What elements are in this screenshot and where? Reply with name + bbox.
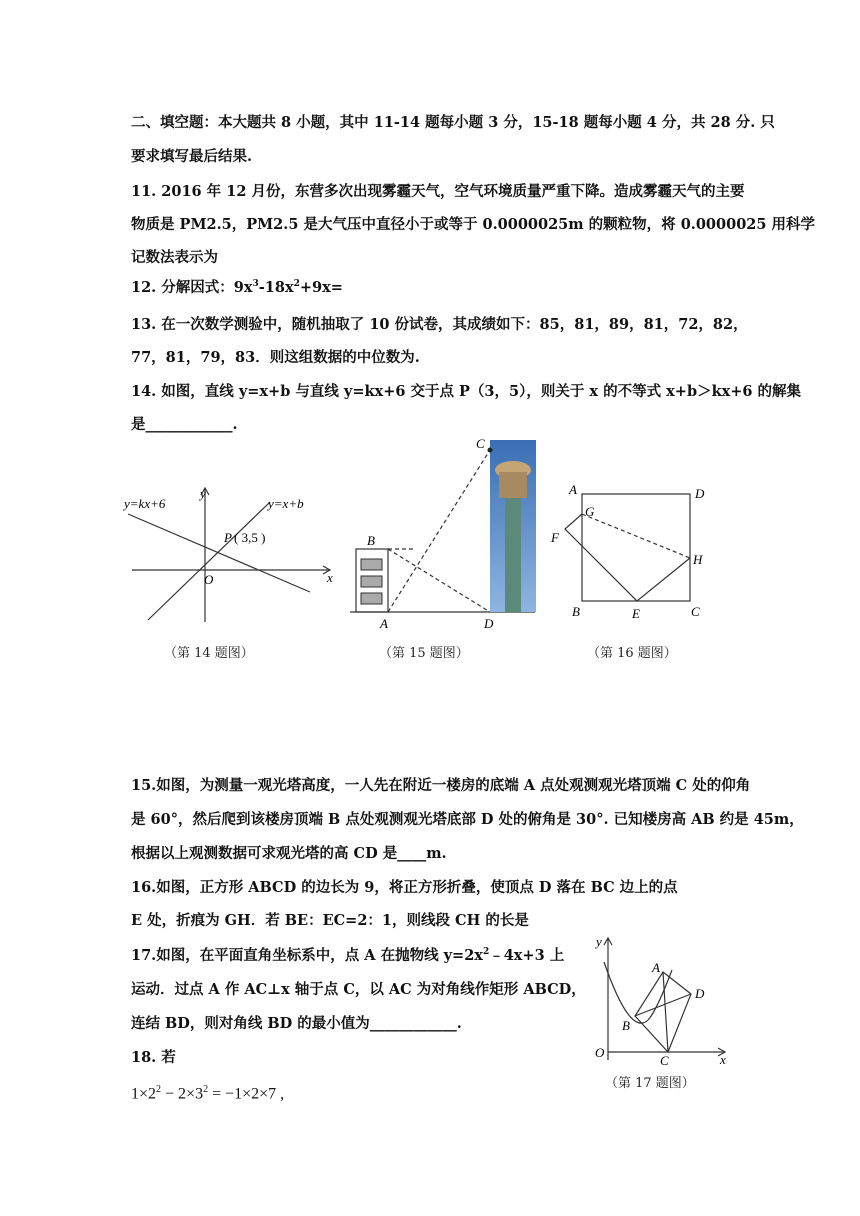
q11-line2: 物质是 PM2.5，PM2.5 是大气压中直径小于或等于 0.0000025m 的颗粒物，将 0.0000025 用科学: [131, 216, 816, 233]
f15-tower-head: [499, 472, 527, 498]
f15-point-c: [488, 448, 493, 453]
f16-square: [582, 494, 690, 601]
q18-formula-e2: 2: [203, 1084, 209, 1095]
q17-line3: 连结 BD，则对角线 BD 的最小值为____________.: [131, 1015, 462, 1032]
f14-label-x: x: [327, 570, 333, 585]
q12-exp1: 3: [252, 279, 259, 290]
f14-line-xb: [148, 502, 270, 620]
f15-window-2: [361, 576, 382, 587]
f16-label-f: F: [551, 530, 559, 545]
q12-prefix: 12. 分解因式：9x: [131, 279, 253, 296]
f16-label-h: H: [693, 552, 703, 567]
f14-caption: （第 14 题图）: [164, 646, 254, 661]
f14-label-y: y: [200, 486, 206, 501]
f16-caption: （第 16 题图）: [587, 646, 677, 661]
q15-line3: 根据以上观测数据可求观光塔的高 CD 是____m.: [131, 845, 447, 862]
f14-label-p: P: [224, 530, 232, 545]
f15-caption: （第 15 题图）: [379, 646, 469, 661]
q18-formula-a: 1×2: [131, 1085, 157, 1103]
q18-label: 18. 若: [131, 1049, 176, 1066]
f17-parabola: [604, 962, 672, 1023]
f17-label-c: C: [660, 1053, 669, 1067]
section-heading-line2: 要求填写最后结果.: [131, 148, 253, 165]
q17-exp: 2: [482, 947, 490, 958]
q14-line2: 是____________.: [131, 416, 238, 433]
f16-label-b: B: [572, 604, 580, 619]
q17-line1-b: ﹣4x+3 上: [489, 947, 565, 964]
f15-label-a: A: [380, 616, 388, 631]
f15-line-ac: [388, 450, 490, 612]
f17-label-b: B: [622, 1018, 630, 1033]
f15-line-bd: [388, 549, 490, 612]
f17-caption: （第 17 题图）: [605, 1076, 695, 1091]
section-heading-line1: 二、填空题：本大题共 8 小题，其中 11-14 题每小题 3 分，15-18 题每小题 4 分，共 28 分. 只: [131, 114, 775, 131]
f16-fold-lines: [565, 514, 690, 601]
q15-line1: 15.如图，为测量一观光塔高度，一人先在附近一楼房的底端 A 点处观测观光塔顶端 C 处的仰角: [131, 777, 751, 794]
q13-line2: 77，81，79，83．则这组数据的中位数为.: [131, 349, 420, 366]
figure-16: [545, 478, 715, 623]
f16-crease-gh: [582, 514, 690, 558]
figure-15: [350, 432, 550, 632]
f14-label-xb: y=x+b: [268, 496, 304, 511]
q12-line: [131, 276, 343, 297]
f15-tower-shaft: [505, 497, 521, 612]
q17-line2: 运动．过点 A 作 AC⊥x 轴于点 C，以 AC 为对角线作矩形 ABCD，: [131, 981, 586, 998]
f15-label-d: D: [484, 616, 494, 631]
f16-label-e: E: [632, 606, 640, 621]
q18-formula-e1: 2: [156, 1084, 162, 1095]
q12-exp2: 2: [293, 279, 300, 290]
f16-label-a: A: [569, 482, 577, 497]
f17-diagonal-bd: [635, 994, 691, 1016]
q14-line1: 14. 如图，直线 y=x+b 与直线 y=kx+6 交于点 P（3，5），则关于 x 的不等式 x+b＞kx+6 的解集: [131, 383, 802, 400]
f15-window-3: [361, 593, 382, 604]
f14-label-kx6: y=kx+6: [124, 496, 166, 511]
figure-17: [590, 932, 730, 1067]
q15-line2: 是 60°，然后爬到该楼房顶端 B 点处观测观光塔底部 D 处的俯角是 30°. 已知楼房高 AB 约是 45m，: [131, 811, 804, 828]
f17-label-d: D: [695, 986, 705, 1001]
f17-label-y: y: [596, 934, 602, 949]
figure-14: [120, 480, 350, 630]
f15-window-1: [361, 559, 382, 570]
q18-formula: [131, 1084, 284, 1103]
q18-formula-c: = −1×2×7 ,: [208, 1085, 285, 1103]
q13-line1: 13. 在一次数学测验中，随机抽取了 10 份试卷，其成绩如下：85，81，89，81，72，82，: [131, 316, 748, 333]
q12-mid: -18x: [258, 279, 294, 296]
q17-line1-a: 17.如图，在平面直角坐标系中，点 A 在抛物线 y=2x: [131, 947, 483, 964]
f14-label-coord: ( 3,5 ): [234, 530, 266, 545]
f17-rectangle: [635, 972, 691, 1052]
f14-line-kx6: [128, 514, 310, 592]
f17-label-a: A: [652, 960, 660, 975]
f16-label-g: G: [585, 504, 595, 519]
f16-label-c: C: [691, 604, 700, 619]
f14-label-origin: O: [204, 572, 214, 587]
q11-line1: 11. 2016 年 12 月份，东营多次出现雾霾天气，空气环境质量严重下降。造成雾霾天气的主要: [131, 183, 745, 200]
f17-label-o: O: [595, 1045, 605, 1060]
q11-line3: 记数法表示为: [131, 249, 218, 266]
q18-formula-b: − 2×3: [161, 1085, 204, 1103]
q16-line2: E 处，折痕为 GH．若 BE：EC=2：1，则线段 CH 的长是: [131, 912, 529, 929]
f15-label-b: B: [367, 533, 375, 548]
q16-line1: 16.如图，正方形 ABCD 的边长为 9，将正方形折叠，使顶点 D 落在 BC 边上的点: [131, 879, 678, 896]
q12-suffix: +9x=: [299, 279, 343, 296]
f16-label-d: D: [695, 486, 705, 501]
q17-line1: [131, 944, 564, 965]
f15-label-c: C: [476, 436, 485, 451]
f17-diagonal-ac: [663, 972, 668, 1052]
f17-label-x: x: [720, 1052, 726, 1067]
